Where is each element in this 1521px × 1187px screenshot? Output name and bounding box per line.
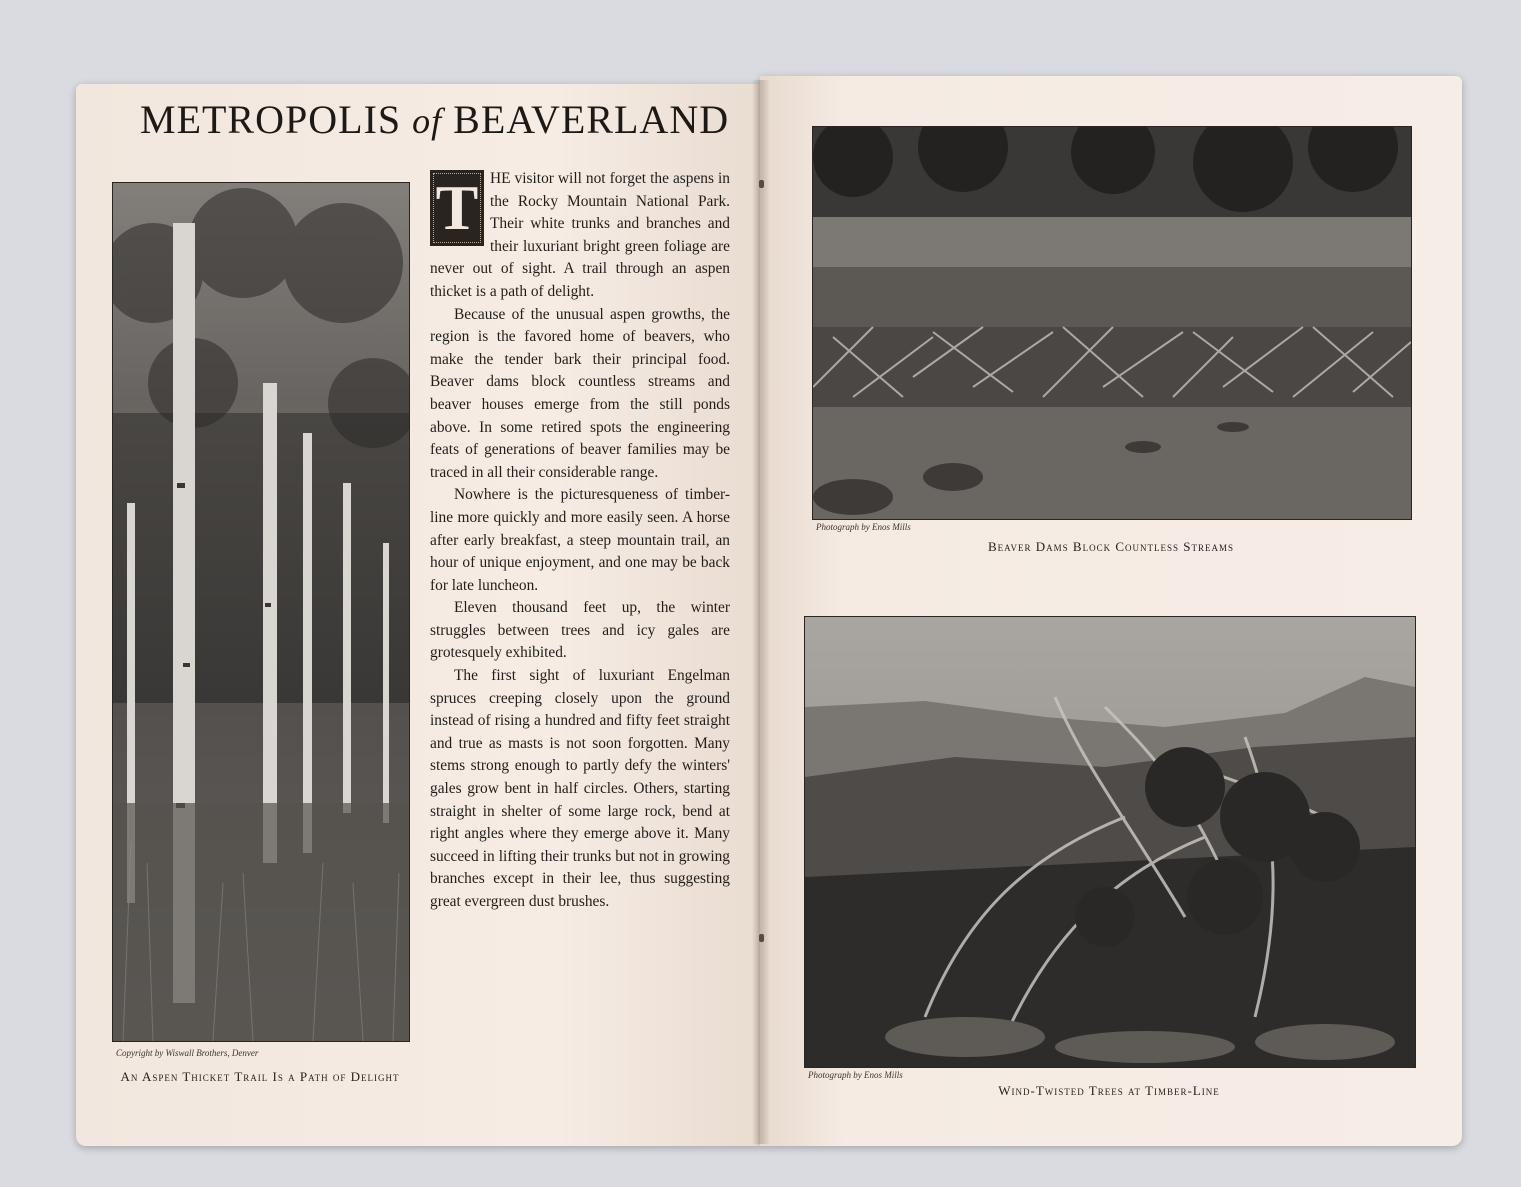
aspen-photo-credit: Copyright by Wiswall Brothers, Denver [116, 1048, 259, 1058]
spine-fold [752, 80, 770, 1144]
paragraph: HE visitor will not forget the aspens in the Rocky Mountain National Park. Their white trunks and branches and their luxuriant bright green foliage are never out of sight. A trail through an aspen thicket is a path of delight. [430, 170, 730, 300]
staple [759, 180, 764, 188]
paragraph: The first sight of luxuriant Engelman spruces creeping closely upon the ground instead of rising a hundred and fifty feet straight and true as masts is not soon forgotten. Many stems strong enough to partly defy the winters' gales grow bent in half circles. Others, starting straight in shelter of some large rock, bend at right angles where they emerge above it. Many succeed in lifting their trunks but not in growing branches except in their lee, thus suggesting great evergreen dust brushes. [430, 667, 730, 910]
article-body [430, 168, 730, 914]
beaver-photo-caption: Beaver Dams Block Countless Streams [988, 539, 1234, 554]
drop-cap-letter: T [435, 172, 479, 243]
staple [759, 934, 764, 942]
trees-photo-credit: Photograph by Enos Mills [808, 1070, 903, 1080]
page-title [140, 96, 740, 143]
beaver-dam-photo [812, 126, 1412, 520]
paragraph: Nowhere is the picturesqueness of timber-line more quickly and more easily seen. A horse after early breakfast, a steep mountain trail, an hour of unique enjoyment, and one may be back for late luncheon. [430, 486, 730, 594]
title-part-1: METROPOLIS [140, 97, 402, 142]
paragraph: Because of the unusual aspen growths, the region is the favored home of beavers, who make the tender bark their principal food. Beaver dams block countless streams and beaver houses emerge from the still ponds above. In some retired spots the engineering feats of generations of beaver families may be traced in all their considerable range. [430, 305, 730, 481]
wind-twisted-trees-photo [804, 616, 1416, 1068]
aspen-photo-caption: An Aspen Thicket Trail Is a Path of Delight [120, 1069, 400, 1084]
paragraph: Eleven thousand feet up, the winter struggles between trees and icy gales are grotesquely exhibited. [430, 599, 730, 662]
aspen-thicket-photo [112, 182, 410, 1042]
title-connector: of [412, 101, 443, 141]
title-part-2: BEAVERLAND [453, 97, 730, 142]
drop-cap [430, 170, 484, 246]
trees-photo-caption: Wind-Twisted Trees at Timber-Line [998, 1083, 1220, 1098]
beaver-photo-credit: Photograph by Enos Mills [816, 522, 911, 532]
